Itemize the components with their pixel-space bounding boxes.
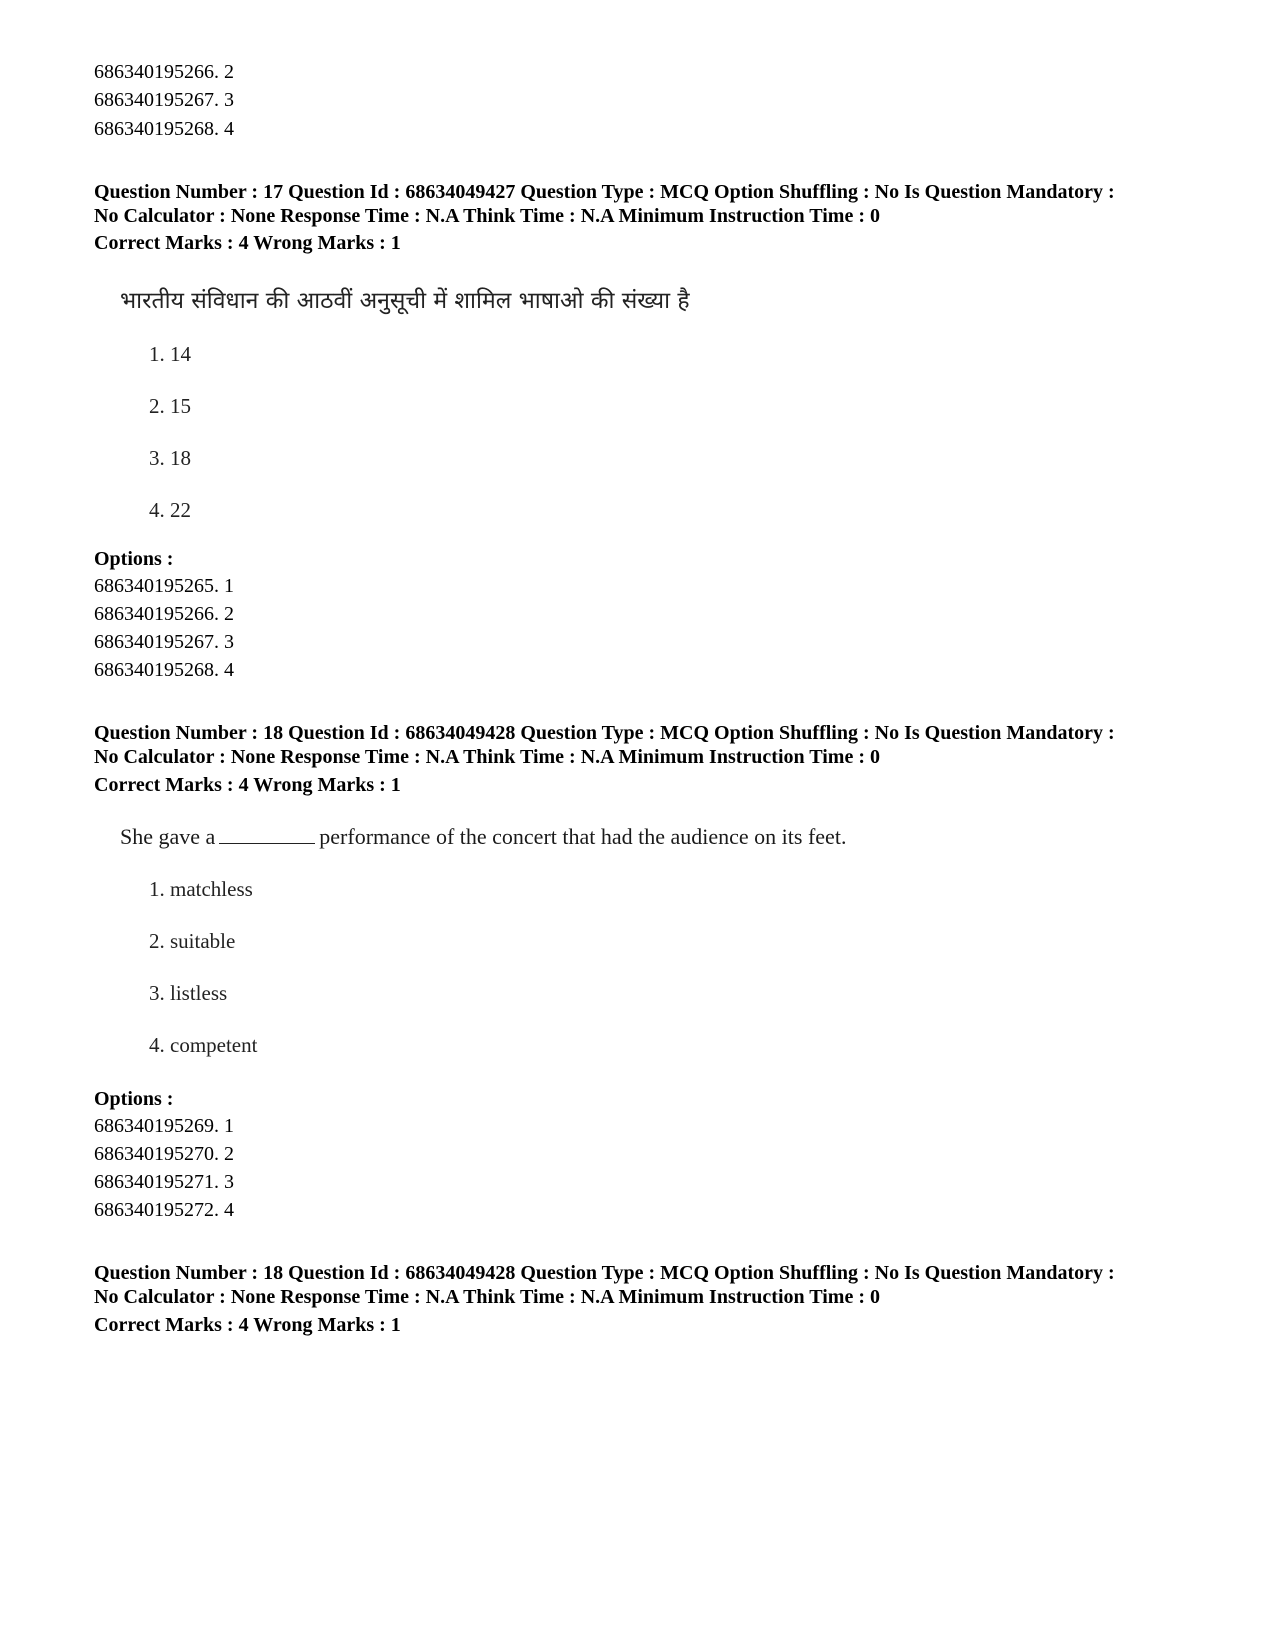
answer-choice: 3. listless xyxy=(149,981,228,1005)
question-marks: Correct Marks : 4 Wrong Marks : 1 xyxy=(94,232,401,254)
question-text: भारतीय संविधान की आठवीं अनुसूची में शामिल भाषाओ की संख्या है xyxy=(120,288,690,314)
option-id-line: 686340195267. 3 xyxy=(94,631,234,653)
option-id-line: 686340195266. 2 xyxy=(94,61,234,83)
option-id-line: 686340195269. 1 xyxy=(94,1115,234,1137)
fill-in-blank xyxy=(219,825,315,844)
question-meta-line: Question Number : 18 Question Id : 68634049428 Question Type : MCQ Option Shuffling : No Is Question Mandatory : xyxy=(94,1262,1115,1284)
question-meta-line: No Calculator : None Response Time : N.A Think Time : N.A Minimum Instruction Time : 0 xyxy=(94,205,880,227)
option-id-line: 686340195268. 4 xyxy=(94,118,234,140)
option-id-line: 686340195270. 2 xyxy=(94,1143,234,1165)
option-id-line: 686340195272. 4 xyxy=(94,1199,234,1221)
question-meta-line: No Calculator : None Response Time : N.A Think Time : N.A Minimum Instruction Time : 0 xyxy=(94,746,880,768)
question-text-after-blank: performance of the concert that had the audience on its feet. xyxy=(319,824,847,849)
question-text xyxy=(120,823,846,851)
answer-choice: 4. competent xyxy=(149,1033,258,1057)
options-label: Options : xyxy=(94,1088,174,1110)
question-meta-line: Question Number : 17 Question Id : 68634049427 Question Type : MCQ Option Shuffling : No Is Question Mandatory : xyxy=(94,181,1115,203)
option-id-line: 686340195271. 3 xyxy=(94,1171,234,1193)
answer-choice: 2. suitable xyxy=(149,929,236,953)
answer-choice: 2. 15 xyxy=(149,394,191,418)
options-label: Options : xyxy=(94,548,174,570)
question-meta-line: Question Number : 18 Question Id : 68634049428 Question Type : MCQ Option Shuffling : No Is Question Mandatory : xyxy=(94,722,1115,744)
answer-choice: 1. matchless xyxy=(149,877,253,901)
option-id-line: 686340195266. 2 xyxy=(94,603,234,625)
question-text-before-blank: She gave a xyxy=(120,824,216,849)
question-marks: Correct Marks : 4 Wrong Marks : 1 xyxy=(94,1314,401,1336)
option-id-line: 686340195267. 3 xyxy=(94,89,234,111)
option-id-line: 686340195268. 4 xyxy=(94,659,234,681)
answer-choice: 3. 18 xyxy=(149,446,191,470)
question-meta-line: No Calculator : None Response Time : N.A Think Time : N.A Minimum Instruction Time : 0 xyxy=(94,1286,880,1308)
answer-choice: 1. 14 xyxy=(149,342,191,366)
option-id-line: 686340195265. 1 xyxy=(94,575,234,597)
answer-choice: 4. 22 xyxy=(149,498,191,522)
question-marks: Correct Marks : 4 Wrong Marks : 1 xyxy=(94,774,401,796)
